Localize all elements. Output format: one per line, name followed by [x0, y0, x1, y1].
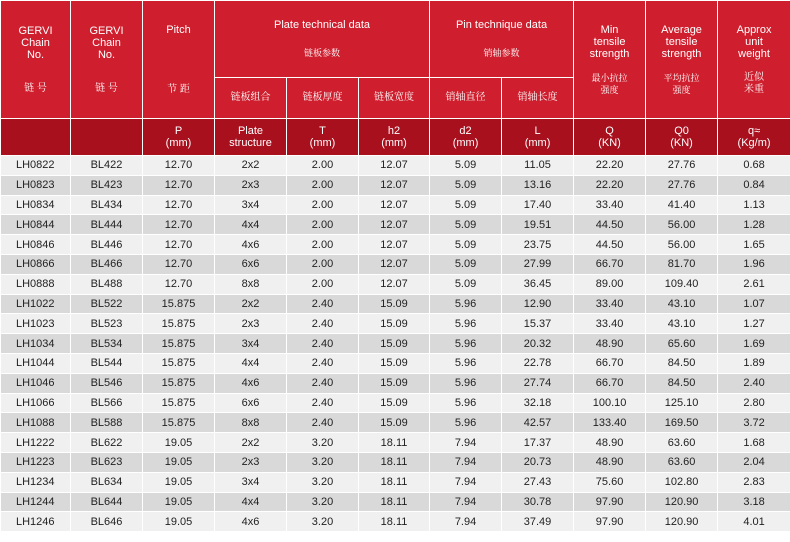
- cell-bl-no: BL444: [71, 215, 143, 235]
- cell-pitch: 19.05: [143, 492, 215, 512]
- cell-min-tensile: 48.90: [574, 334, 646, 354]
- cell-pin-length: 20.32: [502, 334, 574, 354]
- cell-plate-thickness: 2.00: [287, 254, 359, 274]
- cell-bl-no: BL634: [71, 472, 143, 492]
- col-avg-tensile-header: Average tensile strength 平均抗拉 强度: [646, 1, 718, 119]
- cell-pin-length: 12.90: [502, 294, 574, 314]
- cell-pin-diameter: 5.96: [430, 393, 502, 413]
- cell-min-tensile: 33.40: [574, 294, 646, 314]
- cell-plate-thickness: 3.20: [287, 512, 359, 532]
- units-chain-no-2: [71, 119, 143, 156]
- cell-weight: 0.84: [718, 175, 790, 195]
- cell-pitch: 15.875: [143, 314, 215, 334]
- cell-pin-length: 27.74: [502, 373, 574, 393]
- cell-avg-tensile: 120.90: [646, 512, 718, 532]
- cell-min-tensile: 48.90: [574, 452, 646, 472]
- cell-pin-diameter: 5.09: [430, 274, 502, 294]
- table-row: [1, 215, 790, 235]
- cell-pin-length: 19.51: [502, 215, 574, 235]
- cell-pitch: 15.875: [143, 373, 215, 393]
- cell-weight: 1.69: [718, 334, 790, 354]
- cell-pitch: 19.05: [143, 452, 215, 472]
- cell-plate-thickness: 3.20: [287, 452, 359, 472]
- table-row: [1, 492, 790, 512]
- units-pin-length: L (mm): [502, 119, 574, 156]
- cell-pitch: 15.875: [143, 413, 215, 433]
- cell-min-tensile: 66.70: [574, 373, 646, 393]
- units-plate-width: h2 (mm): [359, 119, 430, 156]
- cell-bl-no: BL523: [71, 314, 143, 334]
- cell-plate-width: 15.09: [359, 294, 430, 314]
- cell-pitch: 15.875: [143, 334, 215, 354]
- cell-pin-length: 17.37: [502, 433, 574, 453]
- cell-weight: 1.28: [718, 215, 790, 235]
- cell-avg-tensile: 41.40: [646, 195, 718, 215]
- cell-pin-length: 27.99: [502, 254, 574, 274]
- cell-avg-tensile: 125.10: [646, 393, 718, 413]
- cell-plate-structure: 4x4: [215, 492, 287, 512]
- cell-plate-structure: 4x6: [215, 373, 287, 393]
- cell-plate-width: 12.07: [359, 215, 430, 235]
- cell-plate-thickness: 2.40: [287, 393, 359, 413]
- cell-weight: 4.01: [718, 512, 790, 532]
- table-row: [1, 433, 790, 453]
- cell-min-tensile: 133.40: [574, 413, 646, 433]
- cell-plate-width: 15.09: [359, 314, 430, 334]
- cell-weight: 2.61: [718, 274, 790, 294]
- units-pin-diameter: d2 (mm): [430, 119, 502, 156]
- plate-thickness-subheader: 链板厚度: [287, 78, 359, 119]
- cell-pitch: 12.70: [143, 235, 215, 255]
- cell-chain-no: LH0844: [1, 215, 71, 235]
- col-min-tensile-header: Min tensile strength 最小抗拉 强度: [574, 1, 646, 119]
- cell-plate-thickness: 2.00: [287, 274, 359, 294]
- cell-weight: 0.68: [718, 156, 790, 176]
- cell-pitch: 15.875: [143, 353, 215, 373]
- header-units-row: [1, 119, 790, 156]
- cell-min-tensile: 22.20: [574, 175, 646, 195]
- cell-bl-no: BL546: [71, 373, 143, 393]
- cell-plate-thickness: 2.40: [287, 373, 359, 393]
- cell-plate-structure: 3x4: [215, 334, 287, 354]
- table-row: [1, 452, 790, 472]
- cell-pin-diameter: 7.94: [430, 433, 502, 453]
- cell-pin-length: 32.18: [502, 393, 574, 413]
- cell-pin-length: 17.40: [502, 195, 574, 215]
- cell-chain-no: LH1246: [1, 512, 71, 532]
- cell-min-tensile: 66.70: [574, 353, 646, 373]
- cell-pin-diameter: 7.94: [430, 512, 502, 532]
- cell-plate-structure: 6x6: [215, 254, 287, 274]
- cell-weight: 1.68: [718, 433, 790, 453]
- cell-pitch: 19.05: [143, 433, 215, 453]
- cell-min-tensile: 89.00: [574, 274, 646, 294]
- cell-pin-length: 23.75: [502, 235, 574, 255]
- plate-width-subheader: 链板宽度: [359, 78, 430, 119]
- cell-bl-no: BL588: [71, 413, 143, 433]
- table-row: [1, 314, 790, 334]
- cell-plate-thickness: 2.00: [287, 235, 359, 255]
- cell-avg-tensile: 109.40: [646, 274, 718, 294]
- pin-length-subheader: 销轴长度: [502, 78, 574, 119]
- cell-pitch: 12.70: [143, 254, 215, 274]
- cell-plate-thickness: 2.00: [287, 215, 359, 235]
- cell-plate-structure: 2x2: [215, 156, 287, 176]
- cell-weight: 2.80: [718, 393, 790, 413]
- cell-weight: 3.18: [718, 492, 790, 512]
- cell-chain-no: LH1222: [1, 433, 71, 453]
- col-pitch-header: Pitch 节 距: [143, 1, 215, 119]
- cell-pitch: 19.05: [143, 472, 215, 492]
- table-row: [1, 175, 790, 195]
- cell-plate-width: 12.07: [359, 195, 430, 215]
- cell-avg-tensile: 84.50: [646, 353, 718, 373]
- table-row: [1, 274, 790, 294]
- cell-min-tensile: 100.10: [574, 393, 646, 413]
- cell-weight: 2.04: [718, 452, 790, 472]
- cell-avg-tensile: 43.10: [646, 294, 718, 314]
- cell-plate-structure: 3x4: [215, 472, 287, 492]
- cell-avg-tensile: 56.00: [646, 215, 718, 235]
- cell-pin-length: 27.43: [502, 472, 574, 492]
- cell-min-tensile: 97.90: [574, 512, 646, 532]
- units-pitch: P (mm): [143, 119, 215, 156]
- cell-weight: 2.83: [718, 472, 790, 492]
- cell-plate-width: 12.07: [359, 274, 430, 294]
- cell-pin-length: 42.57: [502, 413, 574, 433]
- cell-min-tensile: 44.50: [574, 235, 646, 255]
- table-body: [1, 156, 790, 532]
- table-row: [1, 472, 790, 492]
- cell-pin-length: 11.05: [502, 156, 574, 176]
- cell-chain-no: LH1034: [1, 334, 71, 354]
- cell-pin-diameter: 5.96: [430, 413, 502, 433]
- cell-pitch: 12.70: [143, 156, 215, 176]
- cell-chain-no: LH0888: [1, 274, 71, 294]
- cell-pin-diameter: 5.96: [430, 353, 502, 373]
- cell-avg-tensile: 63.60: [646, 452, 718, 472]
- cell-pin-diameter: 5.09: [430, 195, 502, 215]
- cell-plate-thickness: 2.40: [287, 334, 359, 354]
- cell-plate-width: 12.07: [359, 235, 430, 255]
- cell-pitch: 15.875: [143, 294, 215, 314]
- plate-technical-group-header: Plate technical data 链板参数: [215, 1, 430, 78]
- cell-min-tensile: 97.90: [574, 492, 646, 512]
- pin-technique-group-header: Pin technique data 销轴参数: [430, 1, 574, 78]
- units-weight: q≈ (Kg/m): [718, 119, 790, 156]
- cell-chain-no: LH0822: [1, 156, 71, 176]
- cell-weight: 3.72: [718, 413, 790, 433]
- cell-bl-no: BL644: [71, 492, 143, 512]
- cell-plate-width: 15.09: [359, 373, 430, 393]
- cell-chain-no: LH1234: [1, 472, 71, 492]
- cell-plate-thickness: 2.40: [287, 413, 359, 433]
- cell-pin-length: 37.49: [502, 512, 574, 532]
- cell-bl-no: BL544: [71, 353, 143, 373]
- cell-avg-tensile: 120.90: [646, 492, 718, 512]
- cell-min-tensile: 33.40: [574, 314, 646, 334]
- cell-pin-length: 15.37: [502, 314, 574, 334]
- cell-min-tensile: 48.90: [574, 433, 646, 453]
- cell-min-tensile: 22.20: [574, 156, 646, 176]
- cell-weight: 1.13: [718, 195, 790, 215]
- units-chain-no-1: [1, 119, 71, 156]
- table-row: [1, 294, 790, 314]
- cell-plate-structure: 8x8: [215, 413, 287, 433]
- cell-plate-structure: 2x3: [215, 314, 287, 334]
- cell-pin-diameter: 5.09: [430, 175, 502, 195]
- pin-diameter-subheader: 销轴直径: [430, 78, 502, 119]
- cell-chain-no: LH1066: [1, 393, 71, 413]
- cell-plate-width: 18.11: [359, 472, 430, 492]
- cell-pin-diameter: 5.09: [430, 254, 502, 274]
- cell-plate-width: 15.09: [359, 393, 430, 413]
- cell-chain-no: LH1223: [1, 452, 71, 472]
- cell-bl-no: BL646: [71, 512, 143, 532]
- cell-avg-tensile: 81.70: [646, 254, 718, 274]
- cell-pitch: 12.70: [143, 274, 215, 294]
- cell-pitch: 12.70: [143, 215, 215, 235]
- cell-weight: 1.96: [718, 254, 790, 274]
- cell-weight: 1.89: [718, 353, 790, 373]
- cell-plate-width: 15.09: [359, 334, 430, 354]
- cell-avg-tensile: 27.76: [646, 175, 718, 195]
- table-row: [1, 353, 790, 373]
- cell-chain-no: LH0823: [1, 175, 71, 195]
- cell-pitch: 12.70: [143, 195, 215, 215]
- units-min-tensile: Q (KN): [574, 119, 646, 156]
- table-row: [1, 413, 790, 433]
- cell-chain-no: LH1244: [1, 492, 71, 512]
- cell-pin-diameter: 5.96: [430, 373, 502, 393]
- cell-plate-thickness: 2.00: [287, 195, 359, 215]
- table-row: [1, 512, 790, 532]
- units-avg-tensile: Q0 (KN): [646, 119, 718, 156]
- cell-plate-structure: 2x2: [215, 294, 287, 314]
- cell-bl-no: BL423: [71, 175, 143, 195]
- cell-avg-tensile: 65.60: [646, 334, 718, 354]
- cell-chain-no: LH1022: [1, 294, 71, 314]
- cell-pin-diameter: 5.96: [430, 334, 502, 354]
- table-row: [1, 195, 790, 215]
- cell-pin-diameter: 5.09: [430, 235, 502, 255]
- cell-bl-no: BL446: [71, 235, 143, 255]
- cell-min-tensile: 75.60: [574, 472, 646, 492]
- cell-avg-tensile: 169.50: [646, 413, 718, 433]
- cell-plate-structure: 4x4: [215, 215, 287, 235]
- cell-plate-structure: 3x4: [215, 195, 287, 215]
- table-row: [1, 156, 790, 176]
- cell-bl-no: BL422: [71, 156, 143, 176]
- cell-plate-thickness: 3.20: [287, 492, 359, 512]
- cell-pin-length: 13.16: [502, 175, 574, 195]
- cell-pin-length: 22.78: [502, 353, 574, 373]
- cell-avg-tensile: 43.10: [646, 314, 718, 334]
- cell-chain-no: LH1023: [1, 314, 71, 334]
- cell-plate-thickness: 2.40: [287, 353, 359, 373]
- cell-bl-no: BL622: [71, 433, 143, 453]
- cell-plate-width: 15.09: [359, 413, 430, 433]
- cell-pitch: 15.875: [143, 393, 215, 413]
- units-plate-structure: Plate structure: [215, 119, 287, 156]
- cell-bl-no: BL623: [71, 452, 143, 472]
- cell-avg-tensile: 63.60: [646, 433, 718, 453]
- cell-pin-length: 30.78: [502, 492, 574, 512]
- cell-chain-no: LH0834: [1, 195, 71, 215]
- cell-weight: 1.27: [718, 314, 790, 334]
- cell-plate-structure: 4x6: [215, 235, 287, 255]
- cell-chain-no: LH1044: [1, 353, 71, 373]
- cell-pin-diameter: 5.09: [430, 215, 502, 235]
- cell-pin-length: 36.45: [502, 274, 574, 294]
- cell-plate-structure: 2x3: [215, 175, 287, 195]
- table-row: [1, 235, 790, 255]
- cell-min-tensile: 66.70: [574, 254, 646, 274]
- cell-plate-width: 18.11: [359, 452, 430, 472]
- cell-pitch: 12.70: [143, 175, 215, 195]
- cell-plate-thickness: 2.00: [287, 175, 359, 195]
- cell-pin-diameter: 7.94: [430, 472, 502, 492]
- cell-plate-thickness: 2.40: [287, 314, 359, 334]
- cell-avg-tensile: 56.00: [646, 235, 718, 255]
- cell-avg-tensile: 27.76: [646, 156, 718, 176]
- cell-pitch: 19.05: [143, 512, 215, 532]
- cell-plate-structure: 2x3: [215, 452, 287, 472]
- cell-plate-structure: 6x6: [215, 393, 287, 413]
- cell-plate-structure: 4x4: [215, 353, 287, 373]
- cell-plate-thickness: 2.00: [287, 156, 359, 176]
- cell-min-tensile: 33.40: [574, 195, 646, 215]
- cell-weight: 2.40: [718, 373, 790, 393]
- header-row-1: [1, 1, 790, 78]
- table-row: [1, 254, 790, 274]
- cell-plate-width: 18.11: [359, 433, 430, 453]
- cell-chain-no: LH1088: [1, 413, 71, 433]
- cell-plate-width: 12.07: [359, 254, 430, 274]
- cell-pin-diameter: 5.09: [430, 156, 502, 176]
- cell-pin-diameter: 5.96: [430, 294, 502, 314]
- cell-plate-structure: 8x8: [215, 274, 287, 294]
- cell-chain-no: LH0846: [1, 235, 71, 255]
- cell-plate-width: 12.07: [359, 156, 430, 176]
- cell-bl-no: BL466: [71, 254, 143, 274]
- cell-avg-tensile: 84.50: [646, 373, 718, 393]
- cell-pin-diameter: 7.94: [430, 492, 502, 512]
- cell-bl-no: BL434: [71, 195, 143, 215]
- cell-plate-structure: 4x6: [215, 512, 287, 532]
- cell-pin-diameter: 5.96: [430, 314, 502, 334]
- cell-bl-no: BL566: [71, 393, 143, 413]
- cell-chain-no: LH0866: [1, 254, 71, 274]
- table-row: [1, 373, 790, 393]
- cell-plate-thickness: 3.20: [287, 433, 359, 453]
- plate-combo-subheader: 链板组合: [215, 78, 287, 119]
- col-weight-header: Approx unit weight 近似 米重: [718, 1, 790, 119]
- table-row: [1, 334, 790, 354]
- cell-pin-diameter: 7.94: [430, 452, 502, 472]
- table-row: [1, 393, 790, 413]
- cell-pin-length: 20.73: [502, 452, 574, 472]
- cell-plate-width: 18.11: [359, 492, 430, 512]
- cell-plate-thickness: 2.40: [287, 294, 359, 314]
- cell-plate-width: 15.09: [359, 353, 430, 373]
- cell-min-tensile: 44.50: [574, 215, 646, 235]
- cell-plate-width: 18.11: [359, 512, 430, 532]
- col-chain-no-1-header: GERVI Chain No. 链 号: [1, 1, 71, 119]
- cell-weight: 1.07: [718, 294, 790, 314]
- units-plate-thickness: T (mm): [287, 119, 359, 156]
- col-chain-no-2-header: GERVI Chain No. 链 号: [71, 1, 143, 119]
- cell-plate-thickness: 3.20: [287, 472, 359, 492]
- cell-weight: 1.65: [718, 235, 790, 255]
- cell-bl-no: BL488: [71, 274, 143, 294]
- cell-plate-structure: 2x2: [215, 433, 287, 453]
- cell-bl-no: BL534: [71, 334, 143, 354]
- cell-chain-no: LH1046: [1, 373, 71, 393]
- cell-bl-no: BL522: [71, 294, 143, 314]
- cell-avg-tensile: 102.80: [646, 472, 718, 492]
- cell-plate-width: 12.07: [359, 175, 430, 195]
